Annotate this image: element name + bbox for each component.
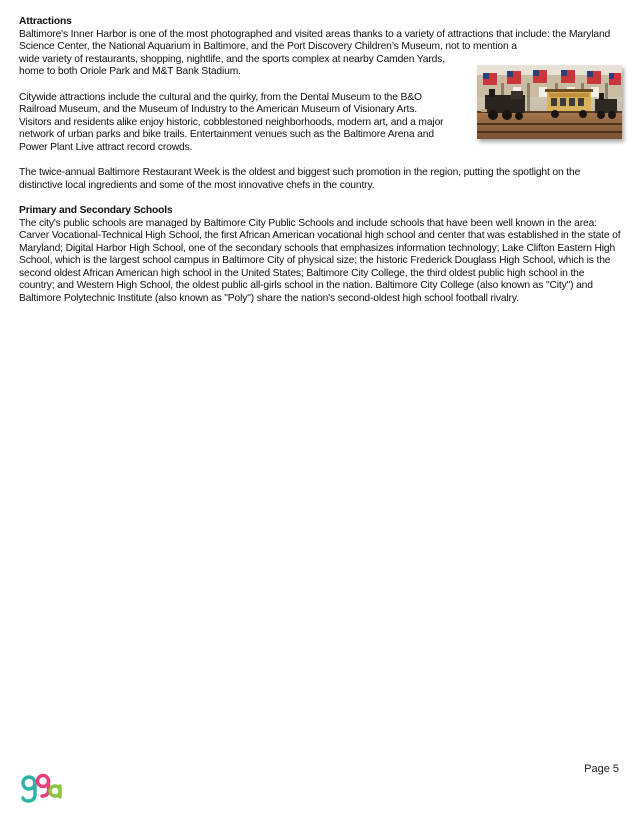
restaurant-week-paragraph: The twice-annual Baltimore Restaurant Week is the oldest and biggest such promotion in the region, putting the spotlight on the distinctive local ingredients and some of the most innovative chefs in the country. <box>19 167 581 191</box>
attractions-intro-line2: wide variety of restaurants, shopping, nightlife, and the sports complex at nearby Camden Yards, home to both Oriole Park and M&T Bank Stadium. <box>19 53 445 78</box>
schools-paragraph: The city's public schools are managed by Baltimore City Public Schools and include schools that have been well known in the area: Carver Vocational-Technical High School, the first African American vocational high school and center that was established in the state of Maryland; Digital Harbor High School, one of the secondary schools that emphasizes information technology; Lake Clifton Eastern High School, which is the largest school campus in Baltimore City of physical size; the historic Frederick Douglass High School, which is the second oldest African American high school in the United States; Baltimore City College, the third oldest public high school in the country; and Western High School, the oldest public all-girls school in the nation. Baltimore City College (also known as "City") and Baltimore Polytechnic Institute (also known as "Poly") share the nation's second-oldest high school football rivalry. <box>19 217 621 305</box>
attractions-heading: Attractions <box>19 16 72 27</box>
railroad-museum-photo <box>477 65 622 139</box>
attractions-intro-line1: Baltimore's Inner Harbor is one of the most photographed and visited areas thanks to a variety of attractions that include: the Maryland Science Center, the National Aquarium in Baltimore, and the Port Discovery Children’s Museum, not to mention a <box>19 28 611 53</box>
schools-heading: Primary and Secondary Schools <box>19 204 173 216</box>
document-body <box>19 16 621 318</box>
gga-logo <box>20 770 64 806</box>
citywide-attractions-paragraph: Citywide attractions include the cultural and the quirky, from the Dental Museum to the B&O Railroad Museum, and the Museum of Industry to the American Museum of Visionary Arts. Visitors and residents alike enjoy historic, cobblestoned neighborhoods, modern art, and a major network of urban parks and bike trails. Entertainment venues such as the Baltimore Arena and Power Plant Live attract record crowds. <box>19 91 444 153</box>
page-number: Page 5 <box>584 763 619 775</box>
